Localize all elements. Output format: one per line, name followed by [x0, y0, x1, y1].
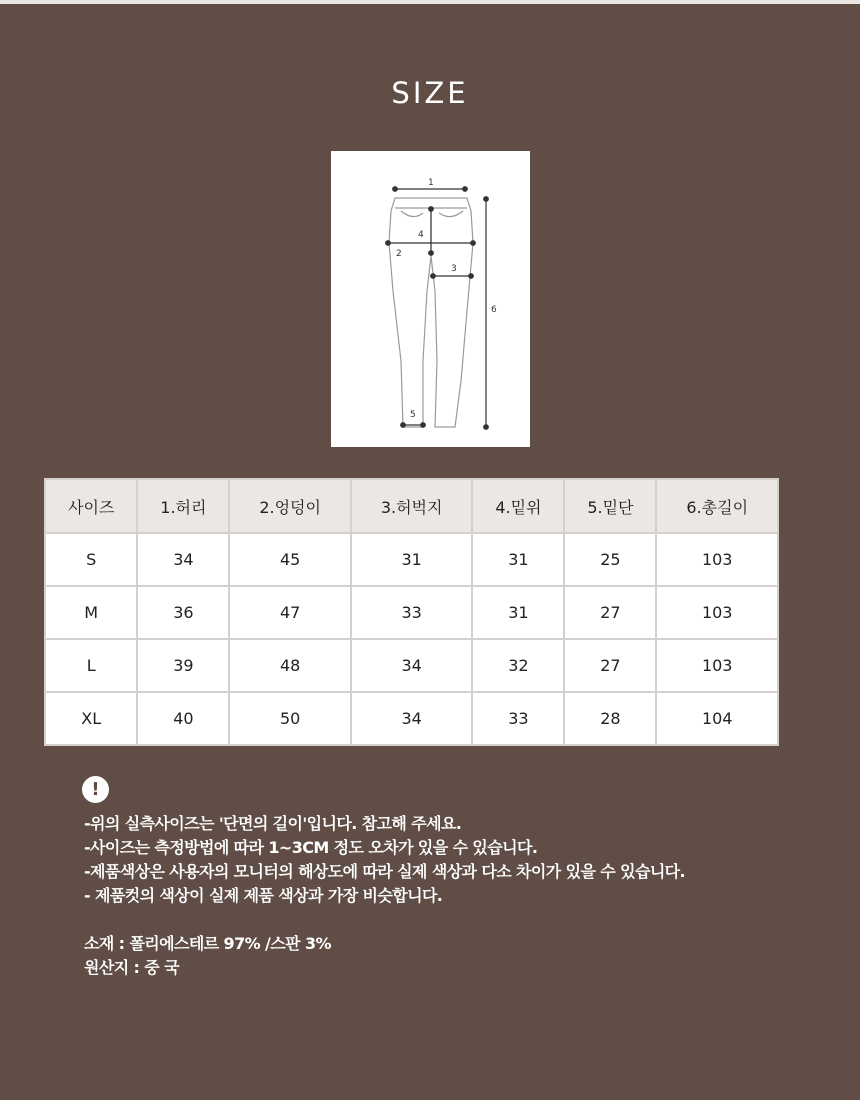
table-cell: 27 — [564, 639, 656, 692]
material-info: 소재 : 폴리에스테르 97% /스판 3% — [84, 934, 331, 953]
table-cell: 31 — [472, 586, 564, 639]
diagram-label-5: 5 — [410, 410, 416, 420]
table-cell: 40 — [137, 692, 229, 745]
top-divider — [0, 0, 860, 4]
table-cell: 47 — [229, 586, 351, 639]
table-cell: 103 — [656, 586, 778, 639]
table-cell: 34 — [137, 533, 229, 586]
size-notes — [84, 812, 804, 980]
diagram-label-1: 1 — [428, 178, 434, 188]
table-row — [45, 533, 778, 586]
table-row — [45, 586, 778, 639]
table-cell: 33 — [351, 586, 473, 639]
table-cell: M — [45, 586, 137, 639]
table-cell: 48 — [229, 639, 351, 692]
measure-point — [393, 187, 398, 192]
diagram-label-4: 4 — [418, 230, 424, 240]
table-cell: XL — [45, 692, 137, 745]
table-cell: 36 — [137, 586, 229, 639]
diagram-label-2: 2 — [396, 249, 402, 259]
table-cell: S — [45, 533, 137, 586]
measure-point — [463, 187, 468, 192]
table-cell: 104 — [656, 692, 778, 745]
header-rise: 4.밑위 — [472, 479, 564, 533]
diagram-label-3: 3 — [451, 264, 457, 274]
header-total-length: 6.총길이 — [656, 479, 778, 533]
table-cell: 39 — [137, 639, 229, 692]
table-cell: 103 — [656, 533, 778, 586]
measurement-diagram — [331, 151, 530, 447]
header-hip: 2.엉덩이 — [229, 479, 351, 533]
note-line: -위의 실측사이즈는 '단면의 길이'입니다. 참고해 주세요. — [84, 814, 462, 833]
diagram-label-6: 6 — [491, 305, 497, 315]
page-title: SIZE — [391, 76, 469, 110]
table-cell: 31 — [351, 533, 473, 586]
table-cell: 28 — [564, 692, 656, 745]
size-table — [44, 478, 779, 746]
table-cell: L — [45, 639, 137, 692]
origin-info: 원산지 : 중 국 — [84, 958, 179, 977]
table-cell: 45 — [229, 533, 351, 586]
table-cell: 34 — [351, 639, 473, 692]
note-line: -사이즈는 측정방법에 따라 1~3CM 정도 오차가 있을 수 있습니다. — [84, 838, 538, 857]
note-line: -제품색상은 사용자의 모니터의 해상도에 따라 실제 색상과 다소 차이가 있을 수 있습니다. — [84, 862, 686, 881]
table-row — [45, 639, 778, 692]
table-cell: 27 — [564, 586, 656, 639]
table-cell: 25 — [564, 533, 656, 586]
table-cell: 103 — [656, 639, 778, 692]
header-thigh: 3.허벅지 — [351, 479, 473, 533]
header-waist: 1.허리 — [137, 479, 229, 533]
table-cell: 34 — [351, 692, 473, 745]
table-cell: 31 — [472, 533, 564, 586]
table-row — [45, 692, 778, 745]
note-line: - 제품컷의 색상이 실제 제품 색상과 가장 비슷합니다. — [84, 886, 443, 905]
header-size: 사이즈 — [45, 479, 137, 533]
header-hem: 5.밑단 — [564, 479, 656, 533]
exclamation-icon: ! — [82, 776, 109, 803]
table-cell: 32 — [472, 639, 564, 692]
table-cell: 33 — [472, 692, 564, 745]
table-cell: 50 — [229, 692, 351, 745]
pants-illustration — [331, 151, 530, 447]
table-header-row — [45, 479, 778, 533]
